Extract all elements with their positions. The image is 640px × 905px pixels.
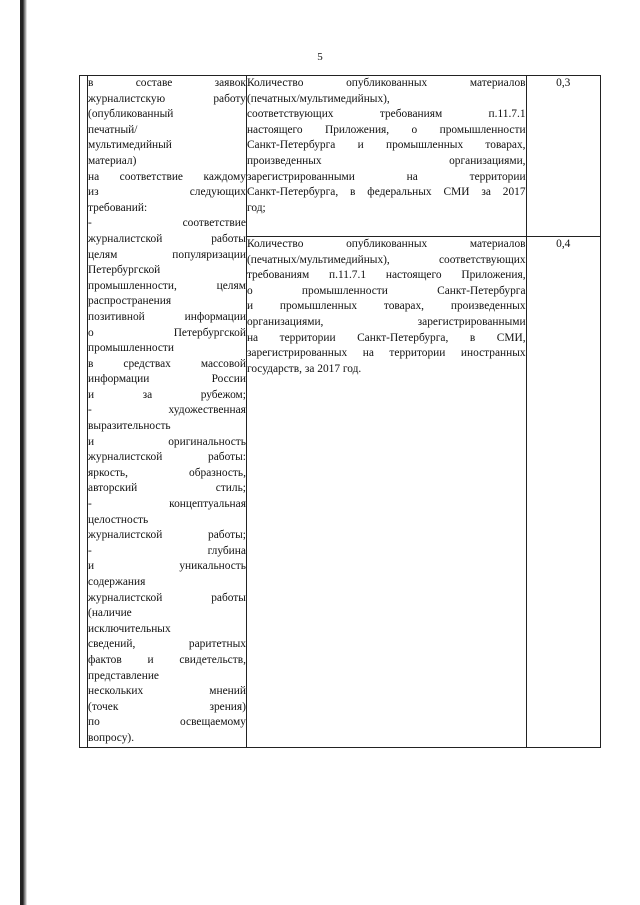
text-line: и за рубежом; — [88, 388, 246, 401]
score-cell — [526, 237, 600, 748]
text-line: промышленности, целям — [88, 279, 246, 292]
text-line: и оригинальность — [88, 435, 246, 448]
text-line: организациями, зарегистрированными — [246, 315, 526, 328]
text-line: журналистской работы — [88, 232, 246, 245]
text-line: журналистскую работу — [88, 92, 246, 105]
text-line: и уникальность — [88, 560, 246, 573]
text-line: Количество опубликованных материалов — [246, 77, 526, 89]
text-line: фактов и свидетельств, — [88, 653, 246, 666]
text-line: авторский стиль; — [88, 482, 246, 495]
score-cell — [526, 76, 600, 237]
text-line: журналистской работы — [88, 591, 246, 604]
text-line: требований: — [88, 201, 148, 214]
description-text — [247, 237, 526, 377]
text-line: Санкт-Петербурга, в федеральных СМИ за 2017 — [246, 186, 526, 199]
description-cell — [246, 237, 526, 748]
text-line: промышленности — [88, 342, 174, 355]
text-line: требованиям п.11.7.1 настоящего Приложения, — [246, 269, 526, 282]
text-line: настоящего Приложения, о промышленности — [246, 123, 526, 136]
text-line: позитивной информации — [88, 310, 246, 323]
criteria-text — [88, 76, 246, 747]
text-line: (точек зрения) — [88, 700, 246, 713]
text-line: журналистской работы: — [88, 451, 246, 464]
table-row — [80, 76, 601, 237]
text-line: - художественная — [88, 404, 246, 417]
page-number: 5 — [317, 51, 323, 63]
criteria-cell — [88, 76, 247, 748]
text-line: год; — [246, 201, 266, 214]
score-value: 0,3 — [556, 77, 571, 89]
text-line: выразительность — [88, 420, 171, 433]
text-line: (наличие — [88, 607, 132, 620]
text-line: из следующих — [88, 186, 246, 199]
text-line: (печатных/мультимедийных), соответствующих — [246, 253, 526, 266]
description-cell — [246, 76, 526, 237]
text-line: в средствах массовой — [88, 357, 246, 370]
text-line: Петербургской — [88, 264, 161, 277]
text-line: печатный/ — [88, 123, 138, 136]
text-line: произведенных организациями, — [246, 154, 526, 167]
criteria-table — [79, 75, 601, 748]
text-line: информации России — [88, 373, 246, 386]
text-line: материал) — [88, 154, 137, 167]
scan-binding-edge — [20, 0, 27, 905]
text-line: вопросу). — [88, 731, 135, 744]
text-line: по освещаемому — [88, 716, 246, 729]
text-line: и промышленных товарах, произведенных — [246, 300, 526, 313]
text-line: представление — [88, 669, 159, 682]
text-line: сведений, раритетных — [88, 638, 246, 651]
text-line: зарегистрированных на территории иностранных — [246, 347, 526, 360]
text-line: исключительных — [88, 622, 171, 635]
text-line: (печатных/мультимедийных), — [246, 92, 390, 105]
text-line: о Петербургской — [88, 326, 246, 339]
text-line: о промышленности Санкт-Петербурга — [246, 284, 526, 297]
description-text — [247, 76, 526, 216]
text-line: мультимедийный — [88, 139, 172, 152]
text-line: - глубина — [88, 544, 246, 557]
index-cell — [80, 76, 88, 748]
text-line: журналистской работы; — [88, 529, 246, 542]
text-line: яркость, образность, — [88, 466, 246, 479]
text-line: целям популяризации — [88, 248, 246, 261]
text-line: в составе заявок — [88, 77, 246, 89]
text-line: распространения — [88, 295, 172, 308]
text-line: - концептуальная — [88, 498, 246, 511]
text-line: государств, за 2017 год. — [246, 362, 362, 375]
text-line: (опубликованный — [88, 108, 174, 121]
score-value: 0,4 — [556, 238, 571, 250]
text-line: - соответствие — [88, 217, 246, 230]
text-line: на соответствие каждому — [88, 170, 246, 183]
text-line: зарегистрированными на территории — [246, 170, 526, 183]
text-line: Санкт-Петербурга и промышленных товарах, — [246, 139, 526, 152]
text-line: целостность — [88, 513, 149, 526]
text-line: Количество опубликованных материалов — [246, 238, 526, 250]
text-line: нескольких мнений — [88, 685, 246, 698]
text-line: на территории Санкт-Петербурга, в СМИ, — [246, 331, 526, 344]
text-line: соответствующих требованиям п.11.7.1 — [246, 108, 526, 121]
text-line: содержания — [88, 576, 146, 588]
